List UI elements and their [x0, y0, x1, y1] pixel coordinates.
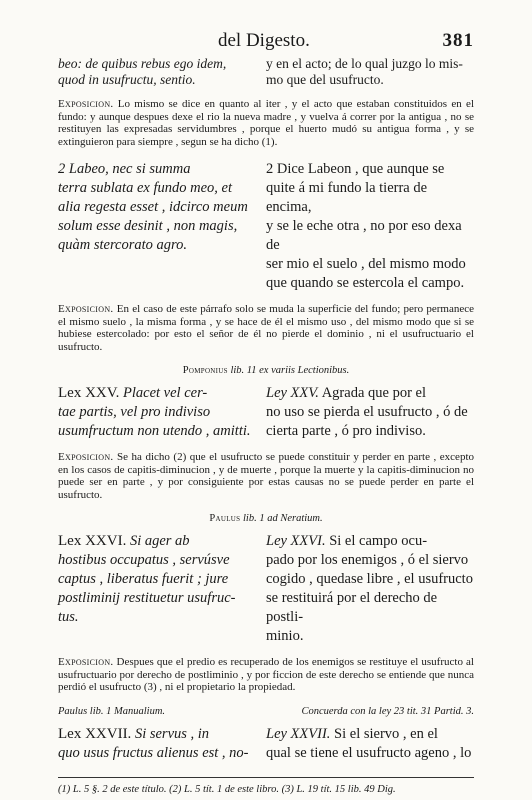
exposicion-text: En el caso de este párrafo solo se muda la superficie del fundo; pero permanece el mismo suelo , la misma forma , y se hace de él el mismo uso , del mismo modo que si se hubiese estercolado: por esto el señor de él no pierde el dominio , ni el usufructuario el usufructo. [58, 303, 474, 353]
latin-spanish-block-1 [58, 56, 474, 88]
lex-xxvi-block [58, 532, 474, 646]
concordance-note: Concuerda con la ley 23 tit. 31 Partid. 3. [301, 705, 474, 717]
source-left: Paulus lib. 1 Manualium. [58, 705, 166, 717]
ley-label: Ley XXVI. [266, 533, 326, 549]
exposicion-3 [58, 451, 474, 501]
latin-spanish-block-2 [58, 160, 474, 293]
spanish-line: qual se tiene el usufructo ageno , lo [266, 744, 472, 761]
latin-fragment: Si ager ab [126, 533, 190, 549]
spanish-line: quite á mi fundo la tierra de encima, [266, 180, 428, 215]
exposicion-text: Lo mismo se dice en quanto al iter , y el acto que estaban constituidos en el fundo: y aunque despues dexe el rio la nueva madre , y vuelva á correr por la antigua , no se restituyen las expresadas servidumbres , porque el huerto mudó su antigua forma , y se extinguieron para siempre , segun se ha dicho (1). [58, 98, 474, 148]
latin-line: usumfructum non utendo , amitti. [58, 423, 251, 439]
spanish-line: ser mio el suelo , del mismo modo [266, 256, 466, 272]
latin-fragment: Placet vel cer- [119, 385, 208, 401]
spanish-line: cierta parte , ó pro indiviso. [266, 423, 426, 439]
source-citation-1 [58, 365, 474, 376]
source-work: lib. 11 ex variis Lectionibus. [227, 365, 350, 376]
exposicion-label: Exposicion. [58, 98, 114, 110]
source-author: Paulus [209, 513, 241, 524]
spanish-line [266, 532, 474, 551]
exposicion-label: Exposicion. [58, 303, 114, 315]
spanish-line: minio. [266, 628, 304, 644]
spanish-line: cogido , quedase libre , el usufructo [266, 571, 473, 587]
latin-text [58, 56, 258, 88]
exposicion-2 [58, 303, 474, 353]
document-page [58, 30, 474, 795]
spanish-text [266, 56, 474, 88]
latin-line: solum esse desinit , non magis, [58, 218, 238, 234]
spanish-fragment: Si el campo ocu- [325, 533, 428, 549]
running-title: del Digesto. [218, 30, 310, 51]
exposicion-label: Exposicion. [58, 656, 114, 668]
source-author: Pomponius [182, 365, 228, 376]
latin-line: quo usus fructus alienus est , no- [58, 744, 249, 761]
latin-fragment: Si servus , in [131, 725, 210, 742]
exposicion-1 [58, 98, 474, 148]
exposicion-label: Exposicion. [58, 451, 114, 463]
spanish-line: no uso se pierda el usufructo , ó de [266, 404, 468, 420]
ley-label: Ley XXV. [266, 385, 319, 401]
spanish-line: que quando se estercola el campo. [266, 275, 465, 291]
spanish-text [266, 384, 474, 441]
spanish-fragment: Si el siervo , en el [330, 725, 438, 742]
spanish-line: y en el acto; de lo qual juzgo lo mis- [266, 56, 463, 71]
latin-line: 2 Labeo, nec si summa [58, 161, 191, 177]
spanish-line: mo que del usufructo. [266, 72, 384, 87]
latin-line: hostibus occupatus , servúsve [58, 552, 230, 568]
lex-label: Lex XXVII. [58, 725, 132, 742]
lex-label: Lex XXV. [58, 385, 120, 401]
latin-line: quod in usufructu, sentio. [58, 72, 196, 87]
latin-line [58, 384, 258, 403]
footnote-divider [58, 777, 474, 778]
latin-line: captus , liberatus fuerit ; jure [58, 571, 229, 587]
spanish-fragment: Agrada que por el [318, 385, 426, 401]
latin-line: tae partis, vel pro indiviso [58, 404, 211, 420]
source-citation-row [58, 706, 474, 717]
spanish-line [266, 725, 474, 744]
spanish-text [266, 532, 474, 646]
footnote-text: (1) L. 5 §. 2 de este título. (2) L. 5 tít. 1 de este libro. (3) L. 19 tít. 15 lib. 49 Dig. [58, 783, 396, 795]
source-citation-2 [58, 513, 474, 524]
spanish-line: pado por los enemigos , ó el siervo [266, 552, 469, 568]
latin-text [58, 384, 258, 441]
footnotes [58, 784, 474, 795]
latin-line: tus. [58, 609, 79, 625]
latin-line: alia regesta esset , idcirco meum [58, 199, 248, 215]
latin-line [58, 532, 258, 551]
lex-xxvii-block [58, 725, 474, 763]
latin-line [58, 725, 258, 744]
exposicion-text: Despues que el predio es recuperado de los enemigos se restituye el usufructo al usufructuario por derecho de postliminio , y por ficcion de este derecho se entiende que nunca perdió el usufructo (3) , ni el propietario la propiedad. [58, 656, 474, 693]
lex-xxv-block [58, 384, 474, 441]
latin-text [58, 725, 258, 763]
latin-line: terra sublata ex fundo meo, et [58, 180, 232, 196]
spanish-line: 2 Dice Labeon , que aunque se [266, 161, 445, 177]
page-number: 381 [442, 30, 474, 51]
spanish-text [266, 725, 474, 763]
latin-text [58, 532, 258, 646]
latin-text [58, 160, 258, 293]
spanish-line: se restituirá por el derecho de postli- [266, 590, 438, 625]
lex-label: Lex XXVI. [58, 533, 127, 549]
exposicion-4 [58, 656, 474, 694]
page-header [58, 30, 474, 56]
source-work: lib. 1 ad Neratium. [240, 513, 323, 524]
spanish-text [266, 160, 474, 293]
spanish-line [266, 384, 474, 403]
latin-line: postliminij restituetur usufruc- [58, 590, 236, 606]
latin-line: beo: de quibus rebus ego idem, [58, 56, 227, 71]
ley-label: Ley XXVII. [266, 725, 331, 742]
exposicion-text: Se ha dicho (2) que el usufructo se puede constituir y perder en parte , excepto en los casos de capitis-diminucion , y de muerte , porque la muerte y la capitis-diminucion no puede ser en parte , y por consiguiente por estas causas no se puede perder en parte el usufructo. [58, 451, 474, 501]
latin-line: quàm stercorato agro. [58, 237, 188, 253]
spanish-line: y se le eche otra , no por eso dexa de [266, 218, 462, 253]
